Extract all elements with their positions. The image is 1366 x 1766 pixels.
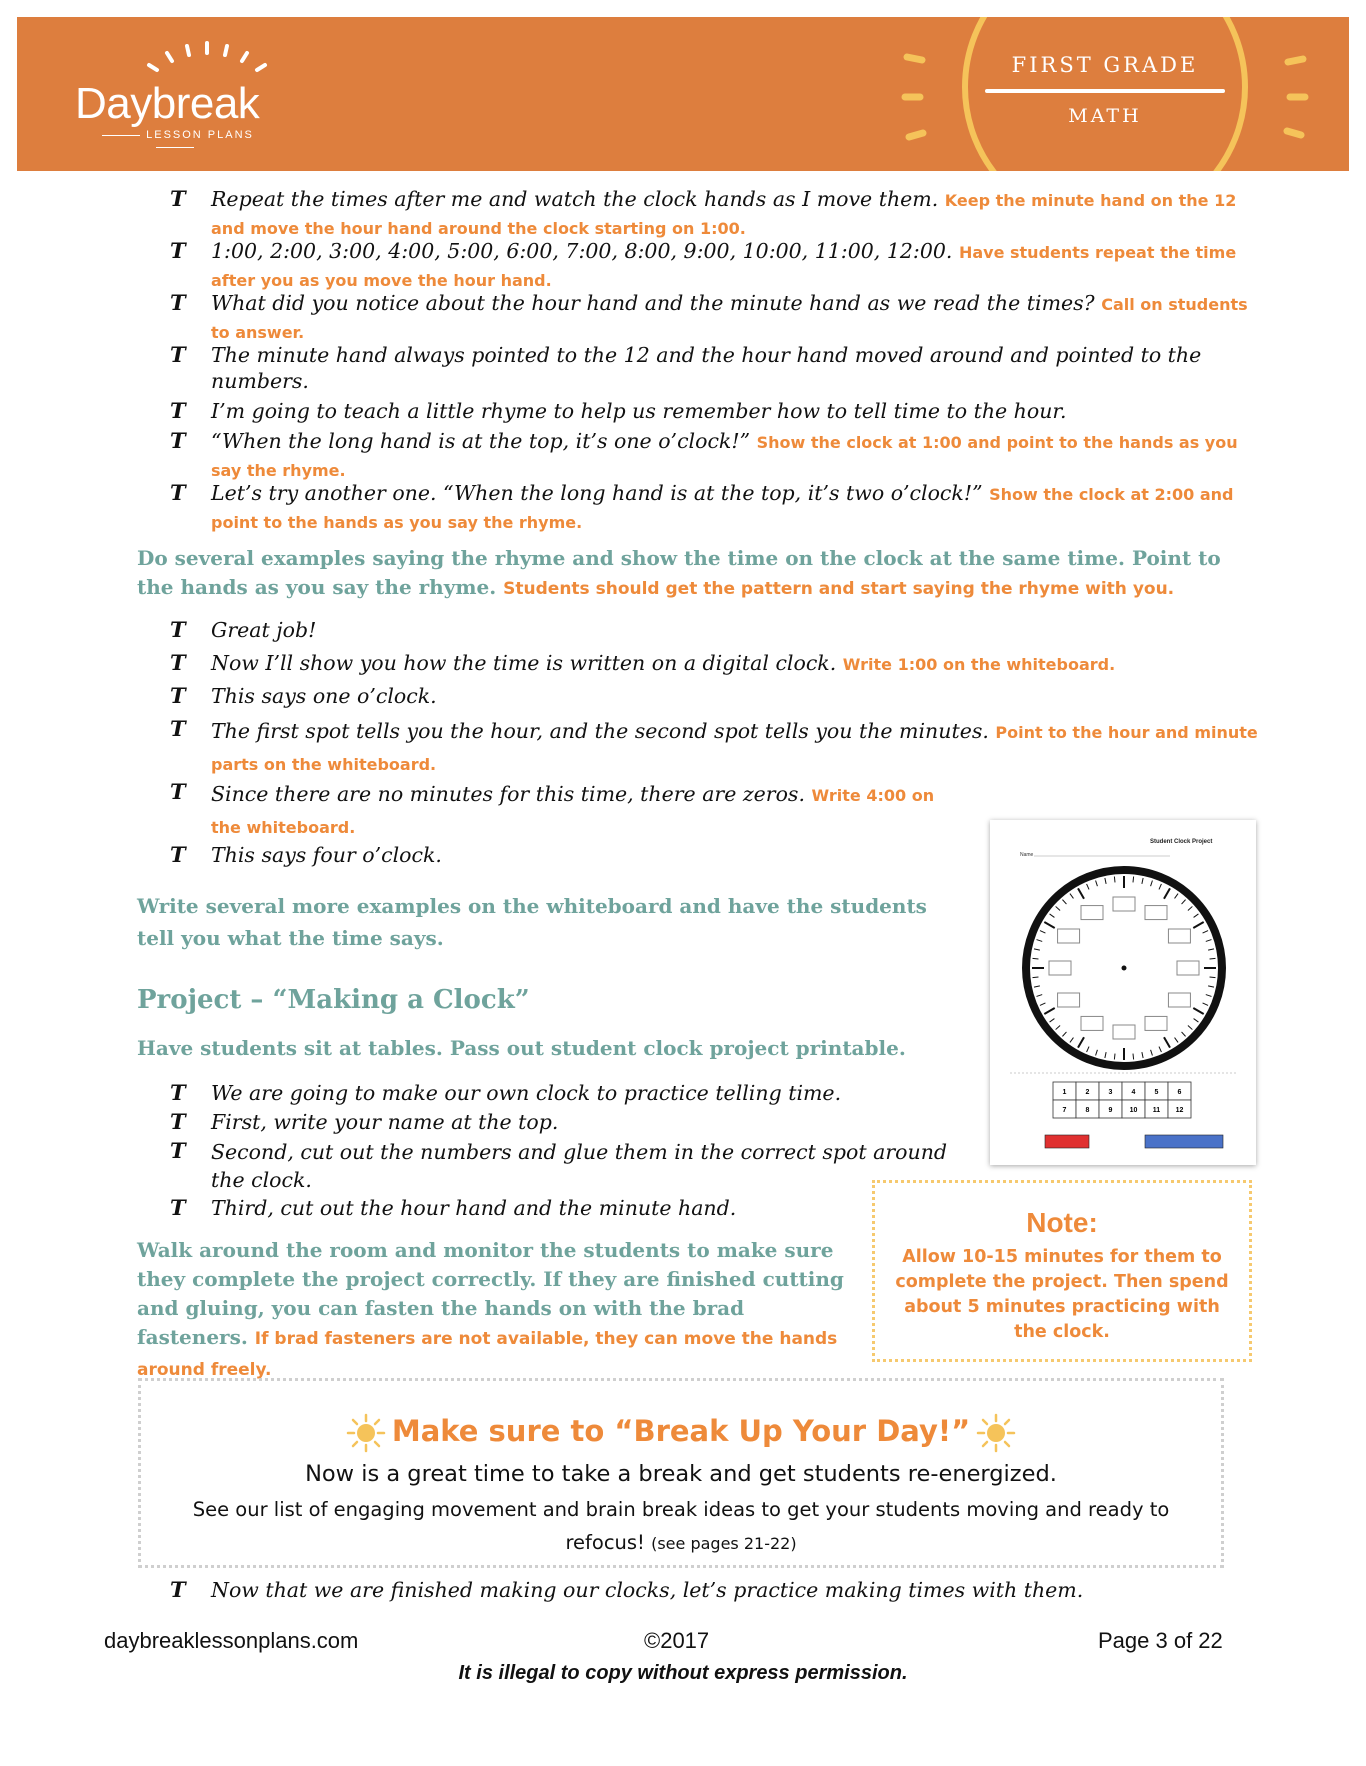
instruction-note: Have students repeat the time after you as you move the hour hand. [211, 243, 1237, 290]
number-cutout-label: 7 [1062, 1107, 1067, 1114]
sun-icon [346, 1413, 386, 1453]
number-cutout-label: 10 [1129, 1107, 1138, 1114]
dialogue-line: The minute hand always pointed to the 12 and the hour hand moved around and pointed to the numbers. [211, 343, 1202, 393]
project-heading: Project – “Making a Clock” [137, 985, 530, 1015]
teacher-marker: T [170, 683, 186, 708]
number-slot [1113, 897, 1135, 911]
teacher-marker: T [170, 428, 186, 453]
number-slot [1049, 961, 1071, 975]
teacher-marker: T [170, 398, 186, 423]
dialogue-line: First, write your name at the top. [211, 1110, 559, 1134]
dialogue-line: “When the long hand is at the top, it’s one o’clock!” Show the clock at 1:00 and point to the hands as you say the rhyme. [211, 429, 1238, 480]
note-title: Note: [1026, 1207, 1098, 1238]
dialogue-line: This says one o’clock. [211, 684, 437, 708]
number-slot [1168, 993, 1190, 1007]
logo-wordmark: Daybreak [75, 79, 260, 128]
dialogue-line: Great job! [211, 618, 317, 642]
number-slot [1058, 993, 1080, 1007]
number-cutout-label: 9 [1108, 1107, 1113, 1114]
minute-hand-cutout [1145, 1135, 1223, 1148]
footer-page-number: Page 3 of 22 [1098, 1628, 1223, 1653]
number-slot [1113, 1025, 1135, 1039]
dialogue-line: Now that we are finished making our clocks, let’s practice making times with them. [211, 1578, 1084, 1602]
number-slot [1081, 1016, 1103, 1030]
number-slot [1145, 906, 1167, 920]
teacher-marker: T [170, 842, 186, 867]
footer-legal-notice: It is illegal to copy without express permission. [458, 1662, 908, 1684]
number-slot [1177, 961, 1199, 975]
hour-hand-cutout [1045, 1135, 1089, 1148]
sun-graphic-icon [877, 17, 1337, 171]
teacher-marker: T [170, 238, 186, 263]
break-line-2: See our list of engaging movement and brain break ideas to get your students moving and ready to refocus! (see pages 21-22) [192, 1498, 1170, 1554]
break-line-1: Now is a great time to take a break and get students re-energized. [305, 1461, 1057, 1487]
dialogue-line: Third, cut out the hour hand and the minute hand. [211, 1196, 737, 1220]
teacher-marker: T [170, 1195, 186, 1220]
dialogue-line: Second, cut out the numbers and glue them in the correct spot around the clock. [211, 1140, 948, 1192]
header-divider [985, 89, 1225, 93]
dialogue-line: 1:00, 2:00, 3:00, 4:00, 5:00, 6:00, 7:00, 8:00, 9:00, 10:00, 11:00, 12:00. Have students repeat the time after you as you move the hour hand. [211, 239, 1237, 290]
number-cutout-label: 2 [1085, 1089, 1090, 1096]
break-title: Make sure to “Break Up Your Day!” [141, 1413, 1221, 1453]
dialogue-line: What did you notice about the hour hand and the minute hand as we read the times? Call on students to answer. [211, 291, 1248, 342]
teacher-marker: T [170, 342, 186, 367]
teacher-marker: T [170, 480, 186, 505]
teacher-marker: T [170, 716, 186, 741]
dialogue-line: Let’s try another one. “When the long hand is at the top, it’s two o’clock!” Show the clock at 2:00 and point to the hands as you say the rhyme. [211, 481, 1234, 532]
number-cutout-label: 3 [1108, 1089, 1113, 1096]
sun-rays-logo-icon [107, 35, 307, 85]
note-callout [872, 1180, 1252, 1362]
dialogue-line: The first spot tells you the hour, and the second spot tells you the minutes. Point to the hour and minute parts on the whiteboard. [211, 719, 1258, 774]
clock-printable-drawing [990, 820, 1256, 1165]
number-slot [1145, 1016, 1167, 1030]
printable-title: Student Clock Project [1150, 839, 1213, 845]
teacher-marker: T [170, 290, 186, 315]
instruction-note: Keep the minute hand on the 12 and move the hour hand around the clock starting on 1:00. [211, 191, 1237, 238]
teacher-marker: T [170, 1080, 186, 1105]
instruction-note: Call on students to answer. [211, 295, 1248, 342]
sun-icon [976, 1413, 1016, 1453]
clock-project-printable-image [990, 820, 1256, 1165]
teacher-marker: T [170, 779, 186, 804]
teacher-marker: T [170, 1138, 186, 1163]
footer-copyright: ©2017 [644, 1628, 710, 1653]
teacher-directive: Write several more examples on the whiteboard and have the students tell you what the time says. [137, 894, 927, 950]
printable-name-label: Name [1020, 852, 1034, 858]
instruction-note: Point to the hour and minute parts on the whiteboard. [211, 723, 1258, 774]
teacher-directive: Do several examples saying the rhyme and show the time on the clock at the same time. Point to the hands as you say the rhyme. Students should get the pattern and start saying the rhyme with you. [137, 546, 1221, 599]
grade-label: FIRST GRADE [1011, 53, 1199, 77]
dialogue-line: Repeat the times after me and watch the clock hands as I move them. Keep the minute hand on the 12 and move the hour hand around the clock starting on 1:00. [211, 187, 1237, 238]
teacher-marker: T [170, 1577, 186, 1602]
subject-label: MATH [1068, 105, 1142, 127]
teacher-marker: T [170, 186, 186, 211]
instruction-note: Write 1:00 on the whiteboard. [842, 655, 1116, 674]
note-body: Allow 10-15 minutes for them to complete the project. Then spend about 5 minutes practicing with the clock. [895, 1247, 1229, 1342]
dialogue-line: Since there are no minutes for this time, there are zeros. Write 4:00 on the whiteboard. [211, 782, 935, 837]
instruction-note: If brad fasteners are not available, they can move the hands around freely. [137, 1329, 838, 1380]
dialogue-line: We are going to make our own clock to practice telling time. [211, 1081, 842, 1105]
page-header [17, 17, 1349, 171]
teacher-directive: Have students sit at tables. Pass out student clock project printable. [137, 1036, 906, 1060]
number-cutout-label: 6 [1177, 1089, 1182, 1096]
footer-website: daybreaklessonplans.com [104, 1628, 359, 1653]
instruction-note: Students should get the pattern and start saying the rhyme with you. [503, 579, 1175, 599]
pages-reference: (see pages 21-22) [651, 1534, 797, 1553]
number-cutout-label: 1 [1062, 1089, 1067, 1096]
number-cutout-label: 4 [1131, 1089, 1136, 1096]
number-slot [1081, 906, 1103, 920]
number-cutout-label: 12 [1175, 1107, 1184, 1114]
logo-subtitle: LESSON PLANS [75, 129, 275, 153]
instruction-note: Write 4:00 on the whiteboard. [211, 786, 935, 837]
number-slot [1168, 929, 1190, 943]
teacher-marker: T [170, 650, 186, 675]
teacher-directive: Walk around the room and monitor the students to make sure they complete the project correctly. If they are finished cutting and gluing, you can fasten the hands on with the brad fasteners. If brad fasteners are not available, they can move the hands around freely. [137, 1238, 844, 1380]
teacher-marker: T [170, 617, 186, 642]
break-up-your-day-callout [138, 1378, 1224, 1568]
instruction-note: Show the clock at 2:00 and point to the hands as you say the rhyme. [211, 485, 1234, 532]
dialogue-line: I’m going to teach a little rhyme to help us remember how to tell time to the hour. [211, 399, 1067, 423]
teacher-marker: T [170, 1109, 186, 1134]
number-cutout-label: 11 [1152, 1107, 1161, 1114]
number-slot [1058, 929, 1080, 943]
dialogue-line: This says four o’clock. [211, 843, 442, 867]
dialogue-line: Now I’ll show you how the time is written on a digital clock. Write 1:00 on the whiteboard. [211, 651, 1116, 675]
number-cutout-label: 8 [1085, 1107, 1090, 1114]
instruction-note: Show the clock at 1:00 and point to the hands as you say the rhyme. [211, 433, 1238, 480]
number-cutout-label: 5 [1154, 1089, 1159, 1096]
